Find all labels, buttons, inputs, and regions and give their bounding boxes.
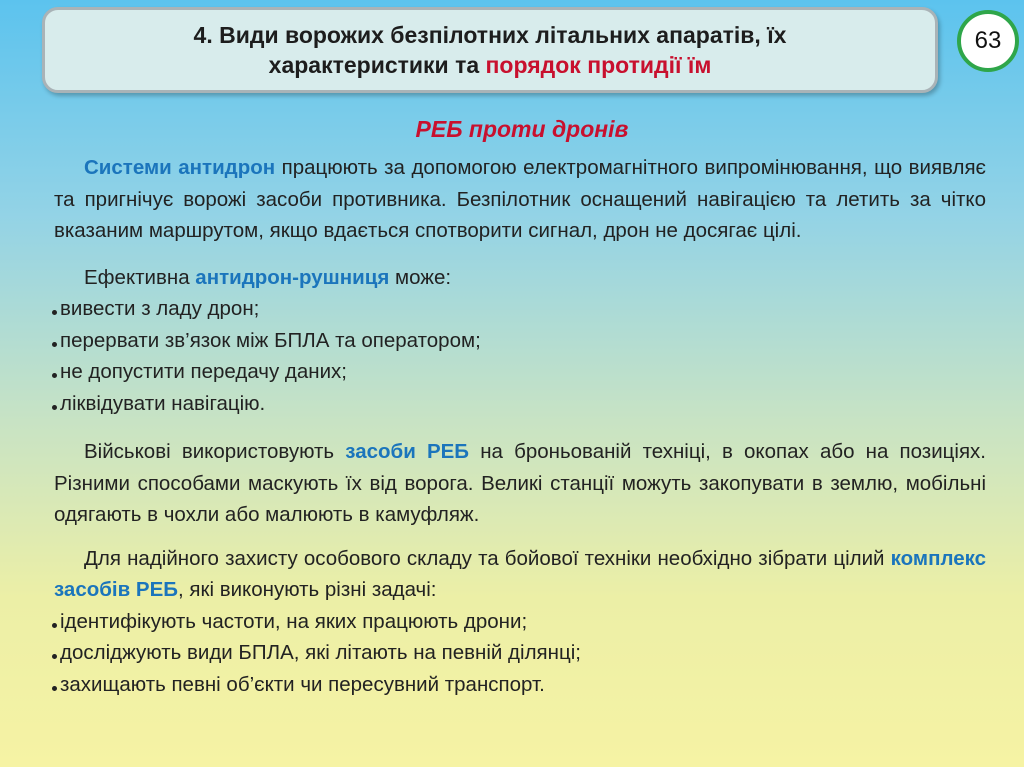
paragraph-3 xyxy=(54,436,986,531)
section-subtitle: РЕБ проти дронів xyxy=(415,116,629,142)
bullet-icon xyxy=(52,623,57,628)
paragraph-2-highlight: антидрон-рушниця xyxy=(195,265,390,289)
list-item: не допустити передачу даних; xyxy=(54,356,986,388)
title-line1: 4. Види ворожих безпілотних літальних апаратів, їх xyxy=(193,22,787,48)
bullet-icon xyxy=(52,373,57,378)
list-item: вивести з ладу дрон; xyxy=(54,293,986,325)
slide-title xyxy=(194,20,787,80)
list-item: ліквідувати навігацію. xyxy=(54,388,986,420)
paragraph-2-post: може: xyxy=(389,265,452,289)
paragraph-1 xyxy=(54,152,986,247)
paragraph-3-post: на броньованій техніці, в окопах або на позиціях. Різними способами маскують їх від ворога. Великі станції можуть закопувати в землю, мобільні одягають в чохли або малюють в камуфляж. xyxy=(54,440,986,526)
paragraph-4 xyxy=(54,543,986,606)
title-line2-red: порядок протидії їм xyxy=(485,52,712,78)
paragraph-1-text: працюють за допомогою електромагнітного випромінювання, що виявляє та пригнічує ворожі засоби противника. Безпілотник оснащений навігацією та летить за чітко вказаним маршрутом, якщо вдається спотворити сигнал, дрон не досягає цілі. xyxy=(54,156,987,242)
paragraph-3-highlight: засоби РЕБ xyxy=(345,440,470,463)
paragraph-2-intro xyxy=(54,262,986,294)
paragraph-2-pre: Ефективна xyxy=(84,265,196,289)
slide-title-box xyxy=(42,7,938,93)
slide-content xyxy=(54,152,986,700)
bullet-icon xyxy=(52,686,57,691)
paragraph-1-highlight: Системи антидрон xyxy=(84,156,276,179)
page-number-badge xyxy=(957,10,1019,72)
bullet-icon xyxy=(52,342,57,347)
bullet-icon xyxy=(52,310,57,315)
bullet-icon xyxy=(52,405,57,410)
paragraph-4-post: , які виконують різні задачі: xyxy=(177,578,437,601)
paragraph-4-pre: Для надійного захисту особового складу та бойової техніки необхідно зібрати цілий xyxy=(84,546,891,570)
title-line2-black: характеристики та xyxy=(268,52,486,78)
bullet-icon xyxy=(52,654,57,659)
paragraph-3-pre: Військові використовують xyxy=(84,440,346,463)
list-item: перервати зв’язок між БПЛА та оператором; xyxy=(54,325,986,357)
list-item: ідентифікують частоти, на яких працюють дрони; xyxy=(54,606,986,638)
paragraph-4-highlight: комплекс засобів РЕБ xyxy=(54,546,986,601)
list-item: досліджують види БПЛА, які літають на певній ділянці; xyxy=(54,637,986,669)
page-number: 63 xyxy=(974,27,1002,54)
list-item: захищають певні об’єкти чи пересувний транспорт. xyxy=(54,669,986,701)
